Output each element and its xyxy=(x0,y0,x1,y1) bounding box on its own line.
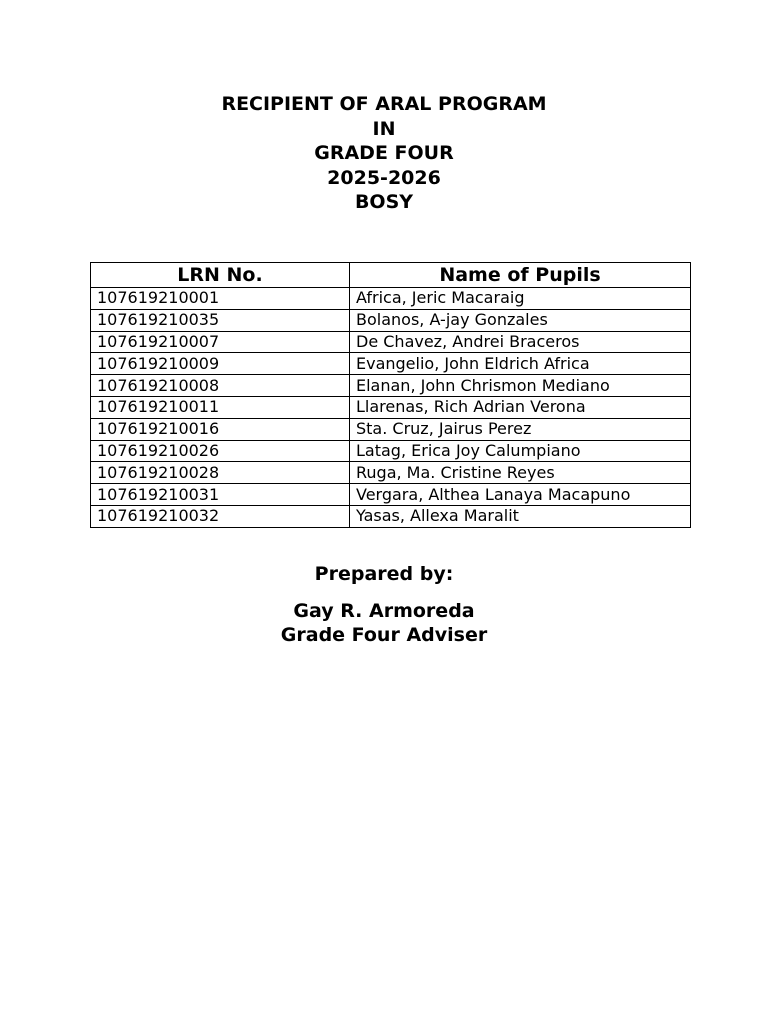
name-column-header: Name of Pupils xyxy=(350,263,691,288)
table-row xyxy=(91,418,691,440)
lrn-cell: 107619210007 xyxy=(91,331,350,353)
title-line-period: BOSY xyxy=(354,191,414,213)
lrn-cell: 107619210026 xyxy=(91,440,350,462)
lrn-cell: 107619210008 xyxy=(91,375,350,397)
signatory-block xyxy=(0,599,768,647)
signatory-title: Grade Four Adviser xyxy=(280,624,488,646)
pupil-name-cell: Vergara, Althea Lanaya Macapuno xyxy=(350,484,691,506)
pupil-name-cell: Yasas, Allexa Maralit xyxy=(350,505,691,527)
title-line-in: IN xyxy=(372,117,396,140)
document-title xyxy=(0,92,768,215)
lrn-cell: 107619210028 xyxy=(91,462,350,484)
table-row xyxy=(91,288,691,310)
pupil-name-cell: Latag, Erica Joy Calumpiano xyxy=(350,440,691,462)
table-row xyxy=(91,309,691,331)
lrn-cell: 107619210009 xyxy=(91,353,350,375)
table-row xyxy=(91,440,691,462)
signatory-name: Gay R. Armoreda xyxy=(293,600,475,622)
table-row xyxy=(91,396,691,418)
pupil-roster-table xyxy=(90,262,691,528)
pupil-name-cell: Elanan, John Chrismon Mediano xyxy=(350,375,691,397)
title-line-school-year: 2025-2026 xyxy=(327,166,441,189)
lrn-cell: 107619210032 xyxy=(91,505,350,527)
pupil-name-cell: Llarenas, Rich Adrian Verona xyxy=(350,396,691,418)
pupil-name-cell: Ruga, Ma. Cristine Reyes xyxy=(350,462,691,484)
table-row xyxy=(91,462,691,484)
pupil-name-cell: Africa, Jeric Macaraig xyxy=(350,288,691,310)
lrn-cell: 107619210016 xyxy=(91,418,350,440)
table-row xyxy=(91,375,691,397)
table-header-row xyxy=(91,263,691,288)
pupil-name-cell: De Chavez, Andrei Braceros xyxy=(350,331,691,353)
lrn-column-header: LRN No. xyxy=(91,263,350,288)
pupil-name-cell: Evangelio, John Eldrich Africa xyxy=(350,353,691,375)
lrn-cell: 107619210035 xyxy=(91,309,350,331)
lrn-cell: 107619210031 xyxy=(91,484,350,506)
table-row xyxy=(91,484,691,506)
table-row xyxy=(91,331,691,353)
lrn-cell: 107619210011 xyxy=(91,396,350,418)
title-line-program: RECIPIENT OF ARAL PROGRAM xyxy=(221,93,547,115)
pupil-name-cell: Sta. Cruz, Jairus Perez xyxy=(350,418,691,440)
pupil-name-cell: Bolanos, A-jay Gonzales xyxy=(350,309,691,331)
title-line-grade: GRADE FOUR xyxy=(314,142,454,164)
table-row xyxy=(91,505,691,527)
lrn-cell: 107619210001 xyxy=(91,288,350,310)
table-row xyxy=(91,353,691,375)
prepared-by-label: Prepared by: xyxy=(314,563,454,585)
